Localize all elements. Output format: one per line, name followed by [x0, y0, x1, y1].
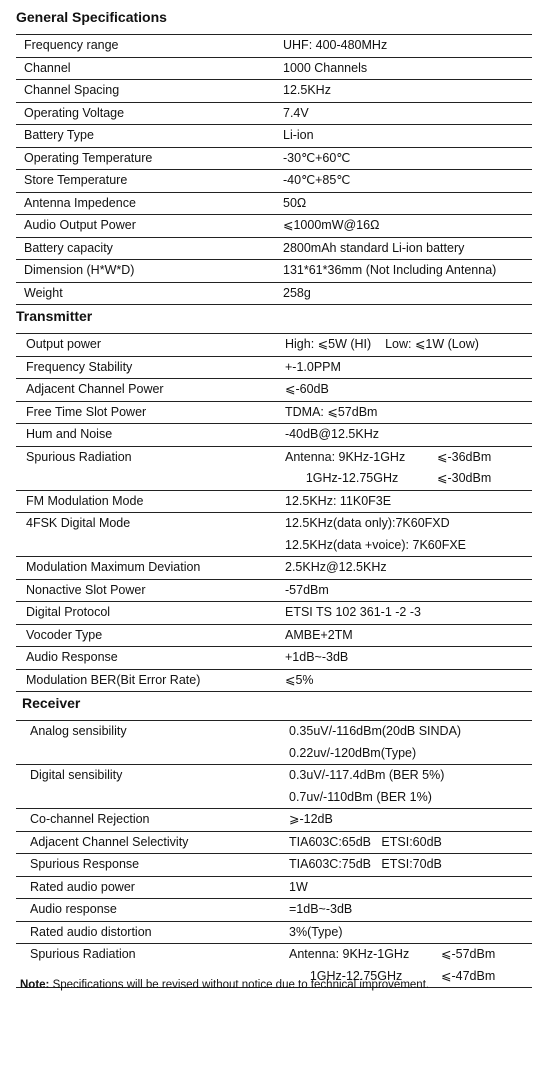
spec-value-line: 0.35uV/-116dBm(20dB SINDA)	[289, 724, 462, 738]
spec-label-text: Spurious Radiation	[30, 947, 136, 961]
spec-label	[16, 854, 287, 877]
spec-value	[283, 424, 532, 447]
spec-row	[16, 102, 532, 125]
spec-value	[283, 356, 532, 379]
spec-label	[16, 57, 281, 80]
spec-label-text: Rated audio power	[30, 879, 135, 894]
spec-row	[16, 356, 532, 379]
spec-value	[281, 260, 532, 283]
spec-label-text: 4FSK Digital Mode	[26, 516, 131, 530]
transmitter-specs-table	[16, 333, 532, 692]
spec-row	[16, 424, 532, 447]
spec-value-line: 2800mAh standard Li-ion battery	[283, 240, 465, 255]
spec-row	[16, 237, 532, 260]
spec-label-text: Digital Protocol	[26, 605, 111, 619]
spec-label	[16, 102, 281, 125]
spec-row	[16, 446, 532, 490]
spec-row	[16, 401, 532, 424]
spec-value-line: AMBE+2TM	[285, 627, 353, 642]
spec-value-line: TIA603C:75dB ETSI:70dB	[289, 857, 442, 871]
spec-value-part: ⩽-36dBm	[437, 449, 492, 464]
spec-row	[16, 557, 532, 580]
spec-label-text: Spurious Radiation	[26, 449, 132, 464]
spec-label	[16, 35, 281, 58]
spec-label	[16, 125, 281, 148]
spec-label	[16, 215, 281, 238]
spec-row	[16, 57, 532, 80]
spec-value-line: 12.5KHz(data only):7K60FXD	[285, 516, 450, 530]
spec-label	[16, 876, 287, 899]
spec-value-line: ⩾-12dB	[289, 812, 333, 826]
spec-label-text: Frequency Stability	[26, 359, 133, 374]
spec-value-line: ⩽1000mW@16Ω	[283, 218, 380, 232]
spec-label	[16, 831, 287, 854]
spec-value	[283, 624, 532, 647]
spec-value-line	[289, 944, 532, 966]
spec-row	[16, 80, 532, 103]
spec-value-line: -30℃+60℃	[283, 150, 351, 165]
spec-value	[283, 669, 532, 692]
spec-value	[287, 899, 532, 922]
spec-value-line: UHF: 400-480MHz	[283, 38, 388, 52]
spec-label	[16, 647, 283, 670]
spec-value	[281, 237, 532, 260]
spec-value-line: -40dB@12.5KHz	[285, 427, 379, 441]
spec-row	[16, 854, 532, 877]
spec-label-text: Free Time Slot Power	[26, 404, 147, 419]
spec-value	[281, 57, 532, 80]
spec-label-text: Antenna Impedence	[24, 195, 136, 210]
spec-label	[16, 921, 287, 944]
spec-value-line: High: ⩽5W (HI) Low: ⩽1W (Low)	[285, 337, 479, 351]
spec-value-line: 12.5KHz	[283, 83, 331, 97]
spec-label	[16, 334, 283, 357]
spec-label-text: Operating Voltage	[24, 105, 125, 120]
spec-value	[283, 579, 532, 602]
spec-label-text: Nonactive Slot Power	[26, 582, 146, 597]
receiver-specs-table	[16, 720, 532, 988]
spec-label-text: Weight	[24, 285, 63, 300]
note-label: Note:	[20, 979, 50, 991]
spec-label	[16, 379, 283, 402]
spec-value-line: 131*61*36mm (Not Including Antenna)	[283, 263, 497, 277]
spec-label-text: Dimension (H*W*D)	[24, 263, 135, 277]
spec-row	[16, 899, 532, 922]
spec-value-part: ⩽-30dBm	[437, 471, 492, 485]
spec-row	[16, 260, 532, 283]
section-title: Transmitter	[16, 308, 93, 324]
spec-label	[16, 446, 283, 490]
spec-value	[287, 854, 532, 877]
general-specifications-section	[16, 8, 532, 305]
spec-value-line: 12.5KHz(data +voice): 7K60FXE	[285, 537, 466, 552]
spec-label	[16, 490, 283, 513]
spec-label	[16, 602, 283, 625]
spec-row	[16, 831, 532, 854]
spec-label-text: Rated audio distortion	[30, 924, 152, 939]
spec-label	[16, 147, 281, 170]
spec-row	[16, 624, 532, 647]
spec-value-line: 0.22uv/-120dBm(Type)	[289, 745, 417, 760]
spec-row	[16, 35, 532, 58]
spec-value-line: 12.5KHz: 11K0F3E	[285, 493, 392, 508]
spec-row	[16, 215, 532, 238]
spec-value-line: ⩽-60dB	[285, 382, 329, 396]
spec-value	[283, 557, 532, 580]
spec-label-text: Battery Type	[24, 128, 94, 142]
spec-label-text: Operating Temperature	[24, 150, 153, 165]
spec-label-text: Digital sensibility	[30, 768, 123, 782]
spec-value-line: 2.5KHz@12.5KHz	[285, 560, 387, 574]
spec-row	[16, 147, 532, 170]
spec-label-text: Analog sensibility	[30, 724, 127, 738]
spec-label	[16, 80, 281, 103]
spec-value-line: 3%(Type)	[289, 924, 343, 939]
spec-value-line: 258g	[283, 285, 311, 300]
spec-value	[281, 215, 532, 238]
spec-label	[16, 237, 281, 260]
spec-value-line: 0.7uv/-110dBm (BER 1%)	[289, 789, 432, 804]
section-title: General Specifications	[16, 9, 167, 25]
spec-label-text: Audio response	[30, 902, 117, 916]
spec-value-part: Antenna: 9KHz-1GHz	[289, 947, 410, 961]
spec-row	[16, 282, 532, 305]
spec-value-line: Li-ion	[283, 128, 314, 142]
spec-label	[16, 624, 283, 647]
spec-value-line: +1dB~-3dB	[285, 650, 349, 664]
spec-label-text: Adjacent Channel Power	[26, 382, 164, 396]
spec-value	[283, 446, 532, 490]
spec-label-text: Battery capacity	[24, 240, 113, 255]
spec-value	[287, 831, 532, 854]
spec-label	[16, 721, 287, 765]
spec-row	[16, 602, 532, 625]
spec-row	[16, 809, 532, 832]
spec-label	[16, 170, 281, 193]
spec-label	[16, 192, 281, 215]
spec-value-line: ⩽5%	[285, 672, 314, 687]
spec-label-text: Modulation BER(Bit Error Rate)	[26, 672, 201, 687]
spec-label-text: Spurious Response	[30, 857, 140, 871]
spec-value	[283, 602, 532, 625]
spec-label-text: Modulation Maximum Deviation	[26, 560, 201, 574]
spec-value	[281, 147, 532, 170]
spec-label-text: Hum and Noise	[26, 427, 113, 441]
spec-value	[287, 876, 532, 899]
spec-row	[16, 876, 532, 899]
spec-value-line: +-1.0PPM	[285, 359, 341, 374]
spec-label-text: Frequency range	[24, 38, 119, 52]
spec-row	[16, 579, 532, 602]
spec-value	[283, 647, 532, 670]
spec-value	[283, 490, 532, 513]
general-specs-table	[16, 34, 532, 305]
spec-row	[16, 125, 532, 148]
spec-label-text: Audio Response	[26, 650, 118, 664]
footnote	[20, 979, 429, 991]
spec-value	[281, 102, 532, 125]
spec-label	[16, 356, 283, 379]
spec-label-text: Channel Spacing	[24, 83, 120, 97]
spec-value	[287, 921, 532, 944]
spec-label	[16, 424, 283, 447]
spec-value-line	[285, 447, 532, 469]
spec-row	[16, 334, 532, 357]
spec-value-line: TDMA: ⩽57dBm	[285, 404, 378, 419]
spec-value	[283, 513, 532, 557]
spec-value	[281, 170, 532, 193]
spec-value-part: ⩽-47dBm	[441, 968, 496, 983]
spec-label-text: Store Temperature	[24, 173, 128, 187]
spec-value	[281, 80, 532, 103]
spec-value-line: 0.3uV/-117.4dBm (BER 5%)	[289, 768, 445, 782]
spec-value	[287, 721, 532, 765]
spec-row	[16, 192, 532, 215]
spec-value-line: 1000 Channels	[283, 60, 368, 75]
spec-row	[16, 669, 532, 692]
spec-value-line: =1dB~-3dB	[289, 902, 353, 916]
spec-label	[16, 809, 287, 832]
spec-label-text: Co-channel Rejection	[30, 812, 150, 826]
note-text: Specifications will be revised without notice due to technical improvement.	[49, 979, 430, 991]
spec-value-line: 50Ω	[283, 195, 307, 210]
spec-label-text: Channel	[24, 60, 71, 75]
spec-value-line	[285, 468, 532, 490]
spec-row	[16, 170, 532, 193]
spec-label	[16, 765, 287, 809]
spec-value	[283, 379, 532, 402]
spec-label	[16, 899, 287, 922]
spec-value	[281, 282, 532, 305]
spec-row	[16, 647, 532, 670]
spec-value	[281, 35, 532, 58]
spec-value-line: -57dBm	[285, 582, 329, 597]
spec-value-line: 1W	[289, 879, 308, 894]
spec-value	[283, 401, 532, 424]
spec-value-part: ⩽-57dBm	[441, 947, 496, 961]
spec-label-text: Adjacent Channel Selectivity	[30, 834, 189, 849]
spec-label-text: Output power	[26, 337, 102, 351]
spec-label-text: Audio Output Power	[24, 218, 136, 232]
spec-value-part: 1GHz-12.75GHz	[289, 968, 403, 983]
spec-value	[281, 192, 532, 215]
spec-row	[16, 379, 532, 402]
spec-row	[16, 490, 532, 513]
spec-row	[16, 921, 532, 944]
transmitter-section	[16, 307, 532, 692]
spec-label	[16, 557, 283, 580]
spec-value-line: 7.4V	[283, 105, 309, 120]
spec-label	[16, 282, 281, 305]
spec-row	[16, 721, 532, 765]
spec-value	[287, 765, 532, 809]
spec-value-part: 1GHz-12.75GHz	[285, 471, 399, 485]
spec-value	[281, 125, 532, 148]
spec-label	[16, 669, 283, 692]
spec-row	[16, 513, 532, 557]
spec-row	[16, 765, 532, 809]
spec-value-line: ETSI TS 102 361-1 -2 -3	[285, 605, 421, 619]
section-title: Receiver	[22, 695, 81, 711]
spec-label	[16, 579, 283, 602]
spec-value-line: TIA603C:65dB ETSI:60dB	[289, 834, 442, 849]
receiver-section	[16, 694, 532, 988]
spec-value	[287, 809, 532, 832]
spec-label-text: Vocoder Type	[26, 627, 103, 642]
spec-label	[16, 260, 281, 283]
spec-label	[16, 513, 283, 557]
spec-label	[16, 401, 283, 424]
spec-label-text: FM Modulation Mode	[26, 493, 144, 508]
spec-value	[283, 334, 532, 357]
spec-value-part: Antenna: 9KHz-1GHz	[285, 449, 406, 464]
spec-value-line: -40℃+85℃	[283, 173, 351, 187]
